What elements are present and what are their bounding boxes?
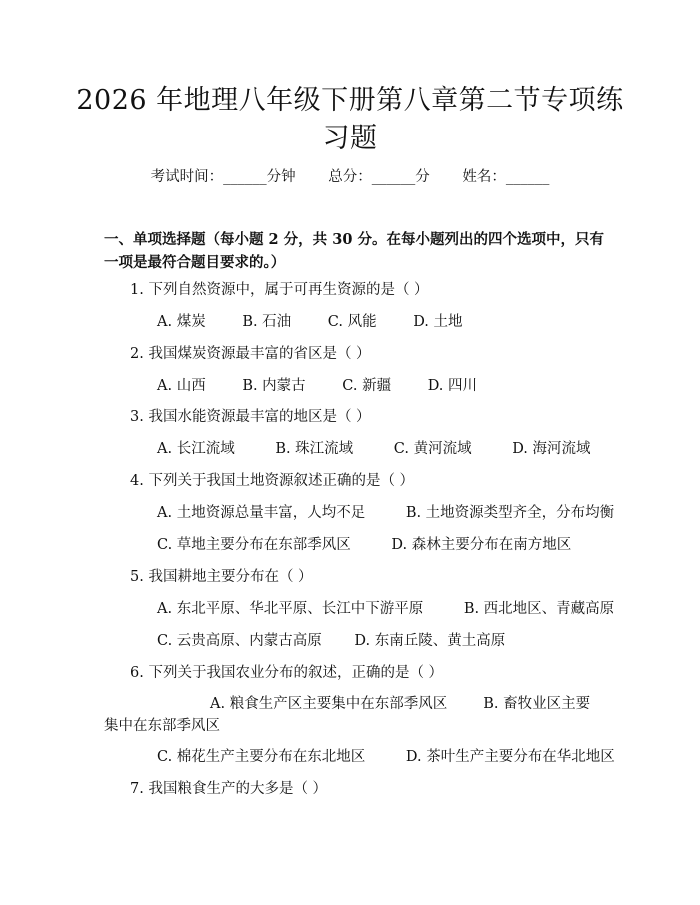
option-b: B. 西北地区、青藏高原 bbox=[463, 601, 615, 617]
option-a: A. 土地资源总量丰富，人均不足 bbox=[157, 505, 366, 521]
question-4-options-row1 bbox=[157, 502, 614, 524]
section-heading: 一、单项选择题（每小题 2 分，共 30 分。在每小题列出的四个选项中，只有一项是最符合题目要求的。） bbox=[104, 231, 604, 271]
option-c: C. 草地主要分布在东部季风区 bbox=[157, 537, 351, 553]
option-b: B. 内蒙古 bbox=[242, 378, 306, 394]
option-a: A. 东北平原、华北平原、长江中下游平原 bbox=[157, 601, 424, 617]
question-4: 4. 下列关于我国土地资源叙述正确的是（ ） bbox=[130, 473, 415, 489]
option-d: D. 东南丘陵、黄土高原 bbox=[354, 633, 506, 649]
question-5: 5. 我国耕地主要分布在（ ） bbox=[130, 569, 313, 585]
question-7: 7. 我国粮食生产的大多是（ ） bbox=[130, 781, 328, 797]
option-c: C. 棉花生产主要分布在东北地区 bbox=[157, 749, 366, 765]
option-b: B. 珠江流域 bbox=[275, 441, 354, 457]
option-b: B. 石油 bbox=[242, 314, 292, 330]
exam-time-field: 考试时间：______分钟 bbox=[150, 169, 296, 185]
student-name-field: 姓名：______ bbox=[462, 169, 550, 185]
option-c: C. 新疆 bbox=[342, 378, 392, 394]
question-3: 3. 我国水能资源最丰富的地区是（ ） bbox=[130, 409, 371, 425]
option-d: D. 森林主要分布在南方地区 bbox=[391, 537, 572, 553]
option-a: A. 山西 bbox=[157, 378, 206, 394]
question-1-options bbox=[157, 311, 463, 333]
option-b: B. 土地资源类型齐全，分布均衡 bbox=[405, 505, 615, 521]
total-score-field: 总分：______分 bbox=[328, 169, 430, 185]
exam-info bbox=[0, 166, 700, 188]
question-2-options bbox=[157, 375, 477, 397]
option-d: D. 土地 bbox=[413, 314, 463, 330]
question-5-options-row1 bbox=[157, 598, 614, 620]
question-6-options-row2 bbox=[157, 746, 615, 768]
option-a: A. 煤炭 bbox=[157, 314, 206, 330]
question-6: 6. 下列关于我国农业分布的叙述，正确的是（ ） bbox=[130, 665, 444, 681]
option-b: B. 畜牧业区主要集中在东部季风区 bbox=[104, 696, 591, 734]
page-title-line2: 习题 bbox=[322, 123, 378, 154]
option-c: C. 风能 bbox=[327, 314, 377, 330]
option-c: C. 黄河流域 bbox=[393, 441, 472, 457]
question-1: 1. 下列自然资源中，属于可再生资源的是（ ） bbox=[130, 282, 429, 298]
question-5-options-row2 bbox=[157, 630, 505, 652]
option-c: C. 云贵高原、内蒙古高原 bbox=[157, 633, 322, 649]
option-a: A. 长江流域 bbox=[157, 441, 235, 457]
question-4-options-row2 bbox=[157, 534, 571, 556]
question-2: 2. 我国煤炭资源最丰富的省区是（ ） bbox=[130, 346, 371, 362]
question-6-options-row1 bbox=[104, 693, 604, 737]
page-title-line1: 2026 年地理八年级下册第八章第二节专项练 bbox=[76, 85, 624, 116]
option-d: D. 茶叶生产主要分布在华北地区 bbox=[405, 749, 615, 765]
option-d: D. 四川 bbox=[427, 378, 478, 394]
question-3-options bbox=[157, 438, 591, 460]
option-a: A. 粮食生产区主要集中在东部季风区 bbox=[210, 696, 448, 712]
option-d: D. 海河流域 bbox=[512, 441, 591, 457]
